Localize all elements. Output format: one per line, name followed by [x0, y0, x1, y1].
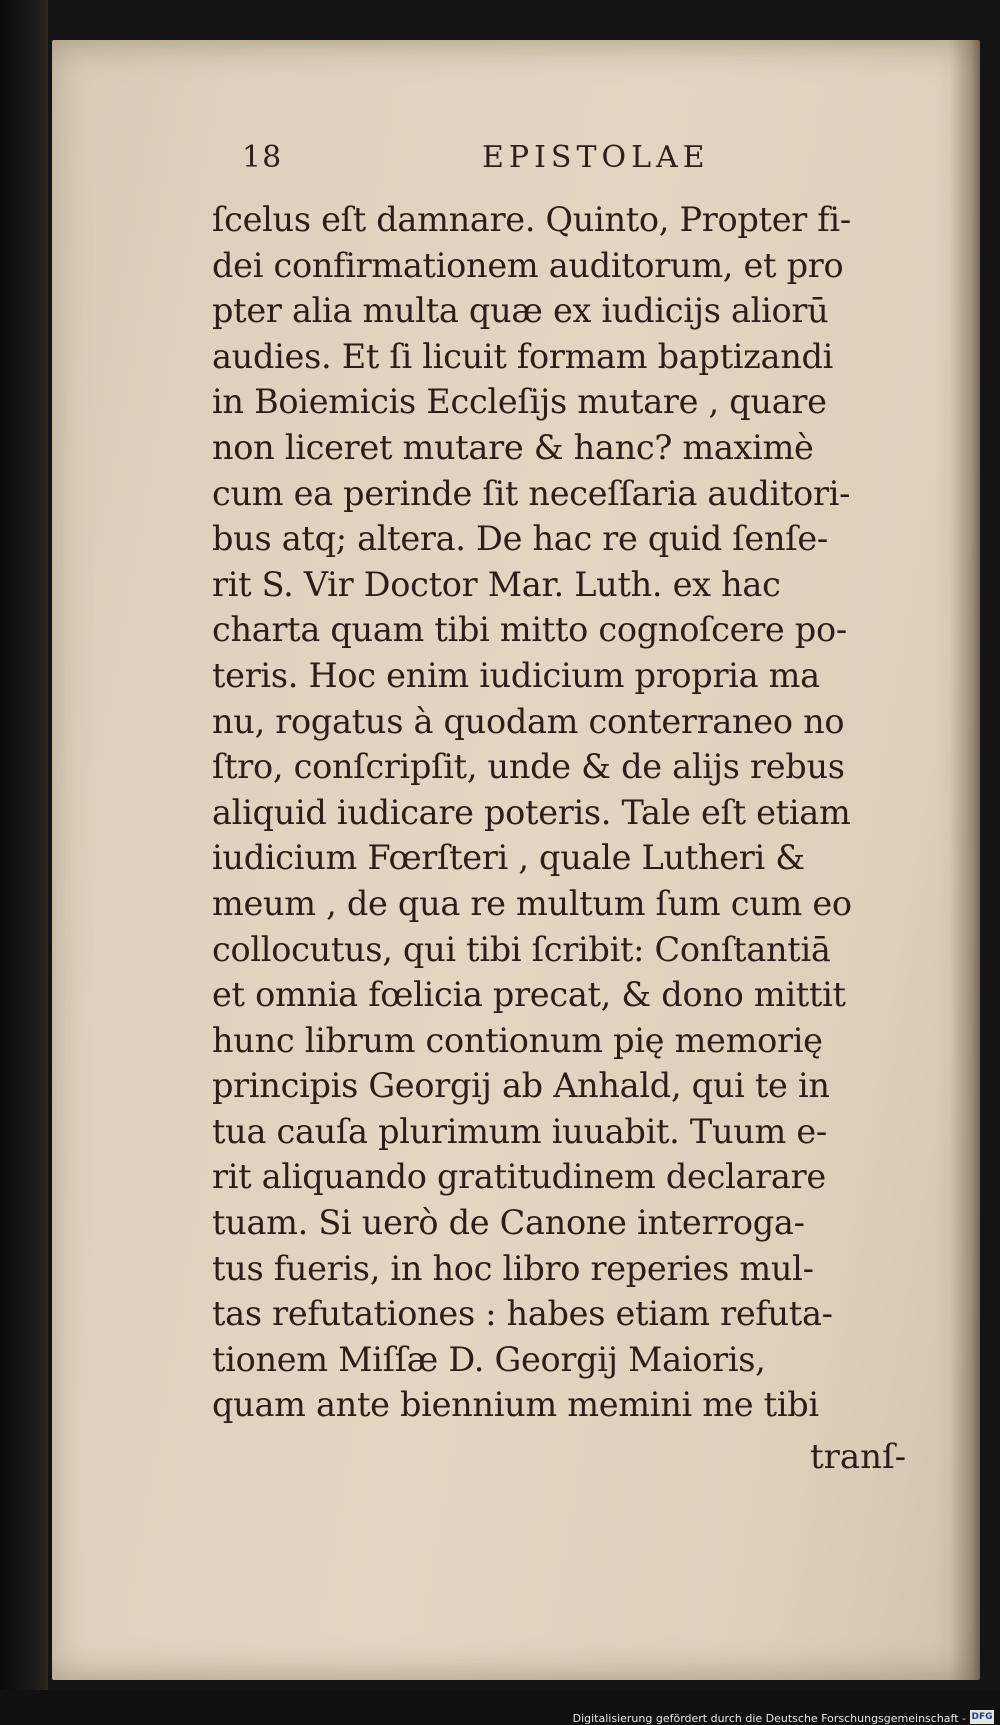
text-line: tas refutationes : habes etiam refuta-	[212, 1294, 833, 1335]
text-line: collocutus, qui tibi ſcribit: Conſtantiā	[212, 929, 831, 970]
text-line: ſcelus eſt damnare. Quinto, Propter fi-	[212, 200, 851, 240]
text-line: tuam. Si uerò de Canone interroga-	[212, 1203, 805, 1244]
text-line: non liceret mutare & hanc? maximè	[212, 427, 814, 468]
dfg-logo: DFG	[971, 1712, 993, 1722]
text-line: iudicium Fœrſteri , quale Lutheri &	[212, 838, 805, 879]
book-page	[52, 40, 980, 1680]
text-line: teris. Hoc enim iudicium propria ma	[212, 655, 820, 696]
text-line: tus fueris, in hoc libro reperies mul-	[212, 1248, 814, 1289]
text-line: hunc librum contionum pię memorię	[212, 1020, 823, 1061]
running-head-title: EPISTOLAE	[482, 140, 710, 175]
text-line: principis Georgij ab Anhald, qui te in	[212, 1066, 830, 1107]
running-head	[52, 140, 980, 186]
text-line: in Boiemicis Eccleſijs mutare , quare	[212, 382, 827, 423]
catchword: tranſ-	[810, 1437, 907, 1477]
text-line: tionem Miſſæ D. Georgij Maioris,	[212, 1339, 766, 1380]
text-line: aliquid iudicare poteris. Tale eſt etiam	[212, 792, 851, 833]
body-text	[212, 198, 912, 1429]
text-line: dei confirmationem auditorum, et pro	[212, 245, 844, 286]
text-line: ſtro, conſcripſit, unde & de alijs rebus	[212, 747, 845, 788]
text-line: nu, rogatus à quodam conterraneo no	[212, 701, 845, 742]
text-line: et omnia fœlicia precat, & dono mittit	[212, 975, 846, 1016]
page-number: 18	[242, 140, 283, 175]
text-line: meum , de qua re multum ſum cum eo	[212, 883, 852, 924]
text-line: cum ea perinde ſit neceſſaria auditori-	[212, 473, 851, 514]
text-line: pter alia multa quæ ex iudicijs aliorū	[212, 291, 829, 332]
text-line: bus atq; altera. De hac re quid ſenſe-	[212, 519, 828, 560]
digitization-credit: Digitalisierung gefördert durch die Deutsche Forschungsgemeinschaft -	[572, 1712, 966, 1725]
text-line: rit S. Vir Doctor Mar. Luth. ex hac	[212, 564, 781, 605]
text-line: rit aliquando gratitudinem declarare	[212, 1157, 826, 1198]
text-line: quam ante biennium memini me tibi	[212, 1385, 819, 1426]
book-edge-shadow	[0, 0, 48, 1725]
text-line: audies. Et ſi licuit formam baptizandi	[212, 336, 834, 377]
text-line: tua cauſa plurimum iuuabit. Tuum e-	[212, 1111, 827, 1152]
text-line: charta quam tibi mitto cognoſcere po-	[212, 610, 847, 651]
page-gutter-shadow	[950, 40, 980, 1680]
